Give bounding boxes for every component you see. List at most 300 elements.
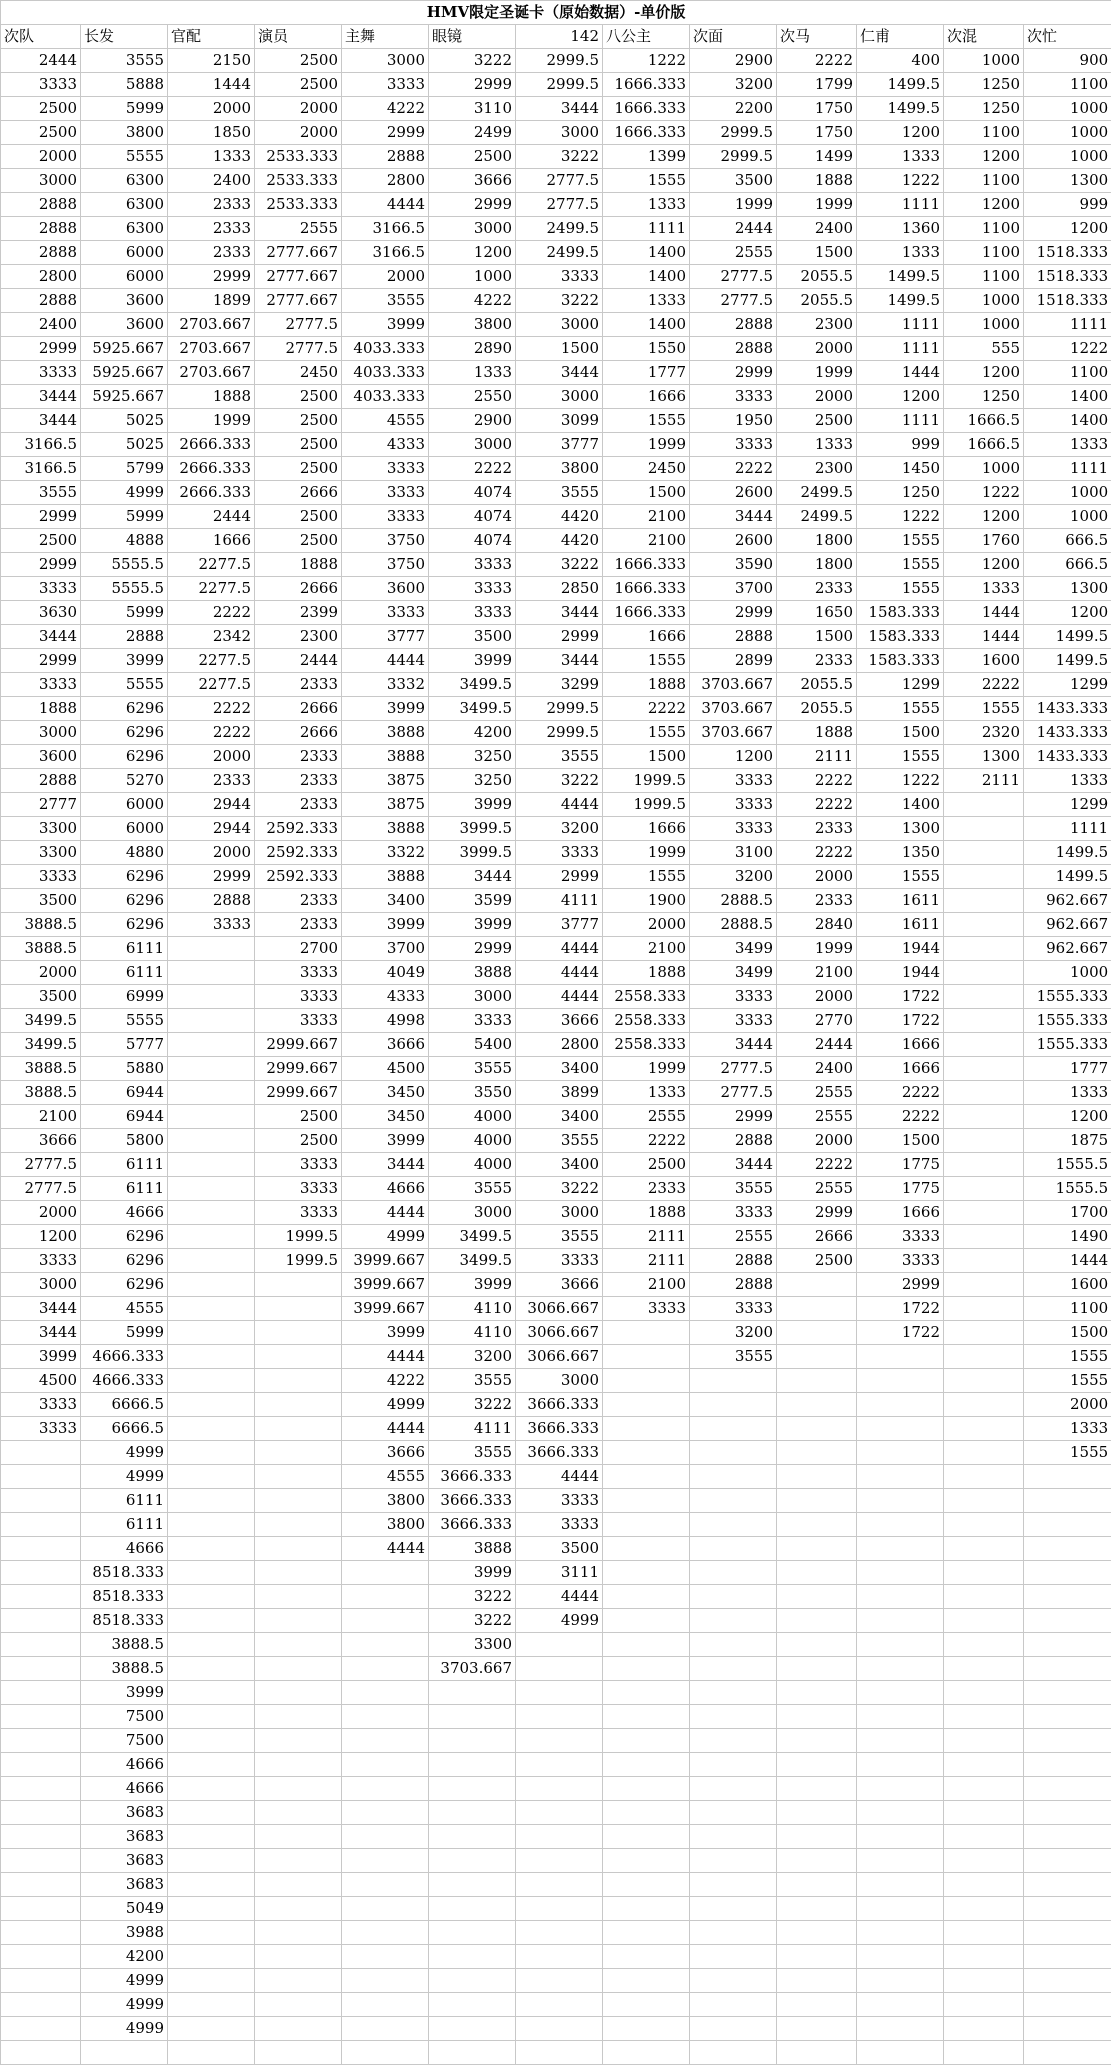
table-cell[interactable]: 1500: [857, 721, 944, 745]
table-cell[interactable]: 3800: [516, 457, 603, 481]
table-cell[interactable]: 6296: [81, 889, 168, 913]
table-cell[interactable]: [1024, 1921, 1111, 1945]
table-cell[interactable]: [168, 1393, 255, 1417]
table-cell[interactable]: 1888: [777, 721, 857, 745]
table-cell[interactable]: 2333: [603, 1177, 690, 1201]
table-cell[interactable]: 2500: [255, 1129, 342, 1153]
table-cell[interactable]: 3333: [1, 73, 81, 97]
table-cell[interactable]: 3333: [1, 865, 81, 889]
table-cell[interactable]: [1, 1585, 81, 1609]
table-cell[interactable]: 1400: [603, 241, 690, 265]
table-cell[interactable]: 2777: [1, 793, 81, 817]
table-cell[interactable]: 3300: [429, 1633, 516, 1657]
table-cell[interactable]: [777, 1441, 857, 1465]
table-cell[interactable]: [168, 1561, 255, 1585]
table-cell[interactable]: 3666.333: [429, 1489, 516, 1513]
table-cell[interactable]: 1333: [429, 361, 516, 385]
table-cell[interactable]: 2400: [777, 1057, 857, 1081]
table-cell[interactable]: 4110: [429, 1321, 516, 1345]
table-cell[interactable]: 1999: [690, 193, 777, 217]
table-cell[interactable]: 2999: [429, 937, 516, 961]
table-cell[interactable]: [168, 1081, 255, 1105]
table-cell[interactable]: [1024, 1801, 1111, 1825]
table-cell[interactable]: [342, 1993, 429, 2017]
table-cell[interactable]: 1518.333: [1024, 289, 1111, 313]
table-cell[interactable]: 4500: [1, 1369, 81, 1393]
table-cell[interactable]: [429, 1969, 516, 1993]
table-cell[interactable]: 3703.667: [690, 721, 777, 745]
table-cell[interactable]: [342, 2017, 429, 2041]
table-cell[interactable]: 6296: [81, 1249, 168, 1273]
table-cell[interactable]: 5880: [81, 1057, 168, 1081]
table-cell[interactable]: [516, 1873, 603, 1897]
table-cell[interactable]: 3333: [516, 265, 603, 289]
table-cell[interactable]: [168, 1033, 255, 1057]
table-cell[interactable]: 1999: [168, 409, 255, 433]
table-cell[interactable]: [81, 2041, 168, 2065]
table-cell[interactable]: 1499.5: [1024, 865, 1111, 889]
table-cell[interactable]: [168, 1321, 255, 1345]
table-cell[interactable]: 4444: [342, 1537, 429, 1561]
table-cell[interactable]: 3888: [342, 721, 429, 745]
table-cell[interactable]: [944, 937, 1024, 961]
table-cell[interactable]: 3444: [1, 625, 81, 649]
table-cell[interactable]: 2999: [690, 601, 777, 625]
table-cell[interactable]: 3666: [342, 1033, 429, 1057]
table-cell[interactable]: 4999: [342, 1225, 429, 1249]
table-cell[interactable]: 2499.5: [516, 241, 603, 265]
table-cell[interactable]: 3888: [342, 745, 429, 769]
table-cell[interactable]: 1333: [1024, 769, 1111, 793]
table-cell[interactable]: [944, 1057, 1024, 1081]
table-cell[interactable]: 2888: [1, 769, 81, 793]
table-cell[interactable]: 1200: [944, 553, 1024, 577]
table-cell[interactable]: [168, 985, 255, 1009]
table-cell[interactable]: 1999: [603, 841, 690, 865]
table-cell[interactable]: 2500: [255, 529, 342, 553]
table-cell[interactable]: 2000: [777, 1129, 857, 1153]
table-cell[interactable]: [516, 1705, 603, 1729]
table-cell[interactable]: [603, 1513, 690, 1537]
table-cell[interactable]: [516, 1681, 603, 1705]
table-cell[interactable]: 1200: [944, 193, 1024, 217]
table-cell[interactable]: 666.5: [1024, 553, 1111, 577]
table-cell[interactable]: 3666.333: [429, 1465, 516, 1489]
column-header[interactable]: 次马: [777, 25, 857, 49]
table-cell[interactable]: 4999: [81, 481, 168, 505]
table-cell[interactable]: 2500: [255, 73, 342, 97]
table-cell[interactable]: 2666: [255, 721, 342, 745]
table-cell[interactable]: 3444: [690, 505, 777, 529]
table-cell[interactable]: 4999: [342, 1393, 429, 1417]
table-cell[interactable]: 3500: [429, 625, 516, 649]
table-cell[interactable]: [603, 2041, 690, 2065]
column-header[interactable]: 主舞: [342, 25, 429, 49]
table-cell[interactable]: 6296: [81, 721, 168, 745]
table-cell[interactable]: [857, 1633, 944, 1657]
table-cell[interactable]: [1024, 1489, 1111, 1513]
table-cell[interactable]: 2055.5: [777, 289, 857, 313]
table-cell[interactable]: 4444: [342, 649, 429, 673]
table-cell[interactable]: 1555: [857, 529, 944, 553]
table-cell[interactable]: 3166.5: [1, 433, 81, 457]
table-cell[interactable]: [944, 2041, 1024, 2065]
table-cell[interactable]: [857, 1657, 944, 1681]
table-cell[interactable]: 3888: [342, 865, 429, 889]
table-cell[interactable]: [1, 2017, 81, 2041]
table-cell[interactable]: [690, 1921, 777, 1945]
table-cell[interactable]: 3000: [429, 217, 516, 241]
table-cell[interactable]: [1024, 1681, 1111, 1705]
table-cell[interactable]: [690, 1777, 777, 1801]
table-cell[interactable]: 2100: [777, 961, 857, 985]
table-cell[interactable]: [603, 1969, 690, 1993]
table-cell[interactable]: [944, 1249, 1024, 1273]
table-cell[interactable]: 2800: [1, 265, 81, 289]
table-cell[interactable]: [944, 1321, 1024, 1345]
table-cell[interactable]: 2592.333: [255, 865, 342, 889]
table-cell[interactable]: 3777: [342, 625, 429, 649]
table-cell[interactable]: 3500: [690, 169, 777, 193]
table-cell[interactable]: 666.5: [1024, 529, 1111, 553]
table-cell[interactable]: [690, 1657, 777, 1681]
table-cell[interactable]: 3222: [429, 49, 516, 73]
table-cell[interactable]: [603, 1825, 690, 1849]
table-cell[interactable]: 3333: [255, 961, 342, 985]
table-cell[interactable]: [690, 1873, 777, 1897]
table-cell[interactable]: [857, 1561, 944, 1585]
table-cell[interactable]: 3999: [342, 1129, 429, 1153]
table-cell[interactable]: [777, 1537, 857, 1561]
table-cell[interactable]: 2550: [429, 385, 516, 409]
table-cell[interactable]: 3500: [516, 1537, 603, 1561]
table-cell[interactable]: 3333: [690, 793, 777, 817]
table-cell[interactable]: 1555.5: [1024, 1153, 1111, 1177]
table-cell[interactable]: 6296: [81, 1225, 168, 1249]
table-cell[interactable]: [342, 1849, 429, 1873]
table-cell[interactable]: 3322: [342, 841, 429, 865]
table-cell[interactable]: 1300: [1024, 169, 1111, 193]
table-cell[interactable]: 2500: [603, 1153, 690, 1177]
table-cell[interactable]: 3444: [1, 1297, 81, 1321]
table-cell[interactable]: 4033.333: [342, 385, 429, 409]
table-cell[interactable]: [429, 1993, 516, 2017]
table-cell[interactable]: 2999.5: [690, 121, 777, 145]
table-cell[interactable]: 3000: [1, 169, 81, 193]
table-cell[interactable]: 1722: [857, 1297, 944, 1321]
table-cell[interactable]: 2888.5: [690, 913, 777, 937]
table-cell[interactable]: 3166.5: [342, 217, 429, 241]
table-cell[interactable]: 900: [1024, 49, 1111, 73]
table-cell[interactable]: 1555: [1024, 1441, 1111, 1465]
table-cell[interactable]: [429, 1681, 516, 1705]
table-cell[interactable]: 1750: [777, 97, 857, 121]
table-cell[interactable]: 3222: [516, 145, 603, 169]
column-header[interactable]: 八公主: [603, 25, 690, 49]
table-cell[interactable]: 1000: [1024, 505, 1111, 529]
table-cell[interactable]: [1024, 1873, 1111, 1897]
table-cell[interactable]: [857, 1945, 944, 1969]
table-cell[interactable]: [690, 1705, 777, 1729]
table-cell[interactable]: 3700: [342, 937, 429, 961]
table-cell[interactable]: 8518.333: [81, 1561, 168, 1585]
table-cell[interactable]: [944, 1993, 1024, 2017]
table-cell[interactable]: 2600: [690, 529, 777, 553]
table-cell[interactable]: 4999: [81, 2017, 168, 2041]
table-cell[interactable]: 3499: [690, 937, 777, 961]
table-cell[interactable]: 2222: [857, 1081, 944, 1105]
table-cell[interactable]: [944, 1945, 1024, 1969]
table-cell[interactable]: 3000: [1, 1273, 81, 1297]
table-cell[interactable]: [255, 2017, 342, 2041]
column-header[interactable]: 长发: [81, 25, 168, 49]
table-cell[interactable]: 3666.333: [516, 1441, 603, 1465]
table-cell[interactable]: 2850: [516, 577, 603, 601]
table-cell[interactable]: [944, 1657, 1024, 1681]
table-cell[interactable]: [255, 1441, 342, 1465]
table-cell[interactable]: 3800: [81, 121, 168, 145]
table-cell[interactable]: [168, 1777, 255, 1801]
table-cell[interactable]: 1400: [603, 265, 690, 289]
table-cell[interactable]: [603, 1993, 690, 2017]
table-cell[interactable]: 2000: [1, 961, 81, 985]
table-cell[interactable]: 4555: [342, 409, 429, 433]
table-cell[interactable]: [168, 1681, 255, 1705]
table-cell[interactable]: [1024, 1777, 1111, 1801]
table-cell[interactable]: [690, 1897, 777, 1921]
column-header[interactable]: 142: [516, 25, 603, 49]
table-cell[interactable]: 1000: [1024, 97, 1111, 121]
table-cell[interactable]: 1222: [603, 49, 690, 73]
table-cell[interactable]: [255, 1297, 342, 1321]
table-cell[interactable]: 1666.5: [944, 409, 1024, 433]
table-cell[interactable]: 2555: [777, 1081, 857, 1105]
table-cell[interactable]: 2400: [777, 217, 857, 241]
table-cell[interactable]: 1360: [857, 217, 944, 241]
table-cell[interactable]: 2277.5: [168, 577, 255, 601]
table-cell[interactable]: 1000: [1024, 481, 1111, 505]
table-cell[interactable]: 6111: [81, 1489, 168, 1513]
table-cell[interactable]: [944, 1633, 1024, 1657]
table-cell[interactable]: 3400: [516, 1153, 603, 1177]
table-cell[interactable]: 1222: [1024, 337, 1111, 361]
table-cell[interactable]: [429, 2017, 516, 2041]
table-cell[interactable]: 3999: [81, 1681, 168, 1705]
table-cell[interactable]: [255, 1681, 342, 1705]
table-cell[interactable]: 1775: [857, 1177, 944, 1201]
table-cell[interactable]: 2888: [690, 1129, 777, 1153]
table-cell[interactable]: [777, 1489, 857, 1513]
table-cell[interactable]: [255, 1753, 342, 1777]
table-cell[interactable]: [168, 1105, 255, 1129]
table-cell[interactable]: 3333: [255, 1009, 342, 1033]
table-cell[interactable]: 3875: [342, 793, 429, 817]
table-cell[interactable]: [603, 1609, 690, 1633]
table-cell[interactable]: [944, 1225, 1024, 1249]
table-cell[interactable]: 3499.5: [429, 1249, 516, 1273]
table-cell[interactable]: [429, 1801, 516, 1825]
table-cell[interactable]: [1024, 1585, 1111, 1609]
table-cell[interactable]: 2777.5: [690, 1081, 777, 1105]
table-cell[interactable]: 3999: [342, 313, 429, 337]
table-cell[interactable]: [168, 1657, 255, 1681]
table-cell[interactable]: 2222: [777, 769, 857, 793]
table-cell[interactable]: 2888: [690, 313, 777, 337]
table-cell[interactable]: 2320: [944, 721, 1024, 745]
table-cell[interactable]: 2700: [255, 937, 342, 961]
table-cell[interactable]: [255, 1369, 342, 1393]
table-cell[interactable]: 1333: [944, 577, 1024, 601]
table-cell[interactable]: 1666: [857, 1033, 944, 1057]
table-cell[interactable]: 1999: [603, 433, 690, 457]
table-cell[interactable]: 1200: [1024, 1105, 1111, 1129]
table-cell[interactable]: [944, 1921, 1024, 1945]
table-cell[interactable]: 3000: [516, 1201, 603, 1225]
table-cell[interactable]: [1, 1921, 81, 1945]
table-cell[interactable]: 5800: [81, 1129, 168, 1153]
table-cell[interactable]: [1, 1513, 81, 1537]
table-cell[interactable]: 3550: [429, 1081, 516, 1105]
table-cell[interactable]: 1333: [603, 289, 690, 313]
table-cell[interactable]: 3333: [690, 1297, 777, 1321]
table-cell[interactable]: 1555: [1024, 1369, 1111, 1393]
table-cell[interactable]: 1500: [1024, 1321, 1111, 1345]
table-cell[interactable]: 4666: [81, 1753, 168, 1777]
table-cell[interactable]: 3666: [342, 1441, 429, 1465]
table-cell[interactable]: 2342: [168, 625, 255, 649]
table-cell[interactable]: 3499.5: [1, 1009, 81, 1033]
table-cell[interactable]: 3110: [429, 97, 516, 121]
table-cell[interactable]: 1250: [857, 481, 944, 505]
table-cell[interactable]: 2444: [168, 505, 255, 529]
table-cell[interactable]: 3555: [690, 1177, 777, 1201]
table-cell[interactable]: 3000: [516, 313, 603, 337]
table-cell[interactable]: 1000: [1024, 121, 1111, 145]
table-cell[interactable]: 3066.667: [516, 1321, 603, 1345]
table-cell[interactable]: 2222: [690, 457, 777, 481]
table-cell[interactable]: 2500: [777, 1249, 857, 1273]
table-cell[interactable]: [168, 1633, 255, 1657]
table-cell[interactable]: [603, 1633, 690, 1657]
table-cell[interactable]: [944, 1489, 1024, 1513]
table-cell[interactable]: [690, 1417, 777, 1441]
table-cell[interactable]: [1024, 1537, 1111, 1561]
table-cell[interactable]: 3666: [1, 1129, 81, 1153]
table-cell[interactable]: 3333: [342, 457, 429, 481]
table-cell[interactable]: 1200: [429, 241, 516, 265]
table-cell[interactable]: 3499.5: [429, 697, 516, 721]
table-cell[interactable]: 3333: [516, 1489, 603, 1513]
table-cell[interactable]: 1666.333: [603, 577, 690, 601]
table-cell[interactable]: 1111: [857, 409, 944, 433]
table-cell[interactable]: 2999: [1, 505, 81, 529]
table-cell[interactable]: 1300: [857, 817, 944, 841]
table-cell[interactable]: [342, 1825, 429, 1849]
table-cell[interactable]: 2000: [1, 1201, 81, 1225]
table-cell[interactable]: 5400: [429, 1033, 516, 1057]
table-cell[interactable]: 2999: [516, 625, 603, 649]
table-cell[interactable]: 1499.5: [1024, 649, 1111, 673]
table-cell[interactable]: 1611: [857, 889, 944, 913]
table-cell[interactable]: 1499: [777, 145, 857, 169]
table-cell[interactable]: 3000: [342, 49, 429, 73]
table-cell[interactable]: 1500: [516, 337, 603, 361]
table-cell[interactable]: 2222: [777, 49, 857, 73]
table-cell[interactable]: 1944: [857, 937, 944, 961]
table-cell[interactable]: 4110: [429, 1297, 516, 1321]
table-cell[interactable]: [1024, 1969, 1111, 1993]
table-cell[interactable]: 4444: [516, 1465, 603, 1489]
table-cell[interactable]: 2333: [255, 793, 342, 817]
table-cell[interactable]: 2499.5: [516, 217, 603, 241]
table-cell[interactable]: 2999: [690, 1105, 777, 1129]
table-cell[interactable]: 3630: [1, 601, 81, 625]
table-cell[interactable]: 3444: [690, 1153, 777, 1177]
table-cell[interactable]: 6000: [81, 265, 168, 289]
table-cell[interactable]: 2944: [168, 817, 255, 841]
table-cell[interactable]: 3683: [81, 1825, 168, 1849]
table-cell[interactable]: 4555: [342, 1465, 429, 1489]
table-cell[interactable]: 1333: [857, 145, 944, 169]
table-cell[interactable]: 1499.5: [857, 97, 944, 121]
table-cell[interactable]: 4444: [342, 193, 429, 217]
table-cell[interactable]: [1, 1537, 81, 1561]
table-cell[interactable]: 4111: [516, 889, 603, 913]
table-cell[interactable]: [777, 1369, 857, 1393]
table-cell[interactable]: 3999: [429, 1273, 516, 1297]
table-cell[interactable]: 2300: [777, 313, 857, 337]
table-cell[interactable]: [168, 1921, 255, 1945]
table-cell[interactable]: 3888: [342, 817, 429, 841]
table-cell[interactable]: [857, 1369, 944, 1393]
table-cell[interactable]: [944, 1009, 1024, 1033]
table-cell[interactable]: 3250: [429, 745, 516, 769]
table-cell[interactable]: 3499.5: [429, 1225, 516, 1249]
table-cell[interactable]: [857, 1489, 944, 1513]
table-cell[interactable]: 1499.5: [857, 289, 944, 313]
table-cell[interactable]: 1333: [1024, 1417, 1111, 1441]
table-cell[interactable]: [944, 1729, 1024, 1753]
table-cell[interactable]: [690, 1633, 777, 1657]
table-cell[interactable]: 1950: [690, 409, 777, 433]
table-cell[interactable]: 3875: [342, 769, 429, 793]
table-cell[interactable]: 4999: [81, 1969, 168, 1993]
table-cell[interactable]: 1875: [1024, 1129, 1111, 1153]
table-cell[interactable]: 1888: [603, 673, 690, 697]
table-cell[interactable]: [516, 1921, 603, 1945]
table-cell[interactable]: 3499.5: [429, 673, 516, 697]
table-cell[interactable]: 3166.5: [342, 241, 429, 265]
table-cell[interactable]: [342, 1897, 429, 1921]
table-cell[interactable]: 2800: [516, 1033, 603, 1057]
table-cell[interactable]: 2555: [690, 241, 777, 265]
column-header[interactable]: 眼镜: [429, 25, 516, 49]
table-cell[interactable]: 3250: [429, 769, 516, 793]
table-cell[interactable]: 4049: [342, 961, 429, 985]
table-cell[interactable]: 4000: [429, 1153, 516, 1177]
table-cell[interactable]: 2888.5: [690, 889, 777, 913]
table-cell[interactable]: 1900: [603, 889, 690, 913]
table-cell[interactable]: 2777.5: [516, 193, 603, 217]
table-cell[interactable]: 2533.333: [255, 169, 342, 193]
table-cell[interactable]: 3666: [429, 169, 516, 193]
table-cell[interactable]: 5025: [81, 433, 168, 457]
table-cell[interactable]: 2777.5: [690, 1057, 777, 1081]
table-cell[interactable]: 1888: [255, 553, 342, 577]
table-cell[interactable]: 3333: [690, 985, 777, 1009]
table-cell[interactable]: [857, 1417, 944, 1441]
table-cell[interactable]: 1399: [603, 145, 690, 169]
